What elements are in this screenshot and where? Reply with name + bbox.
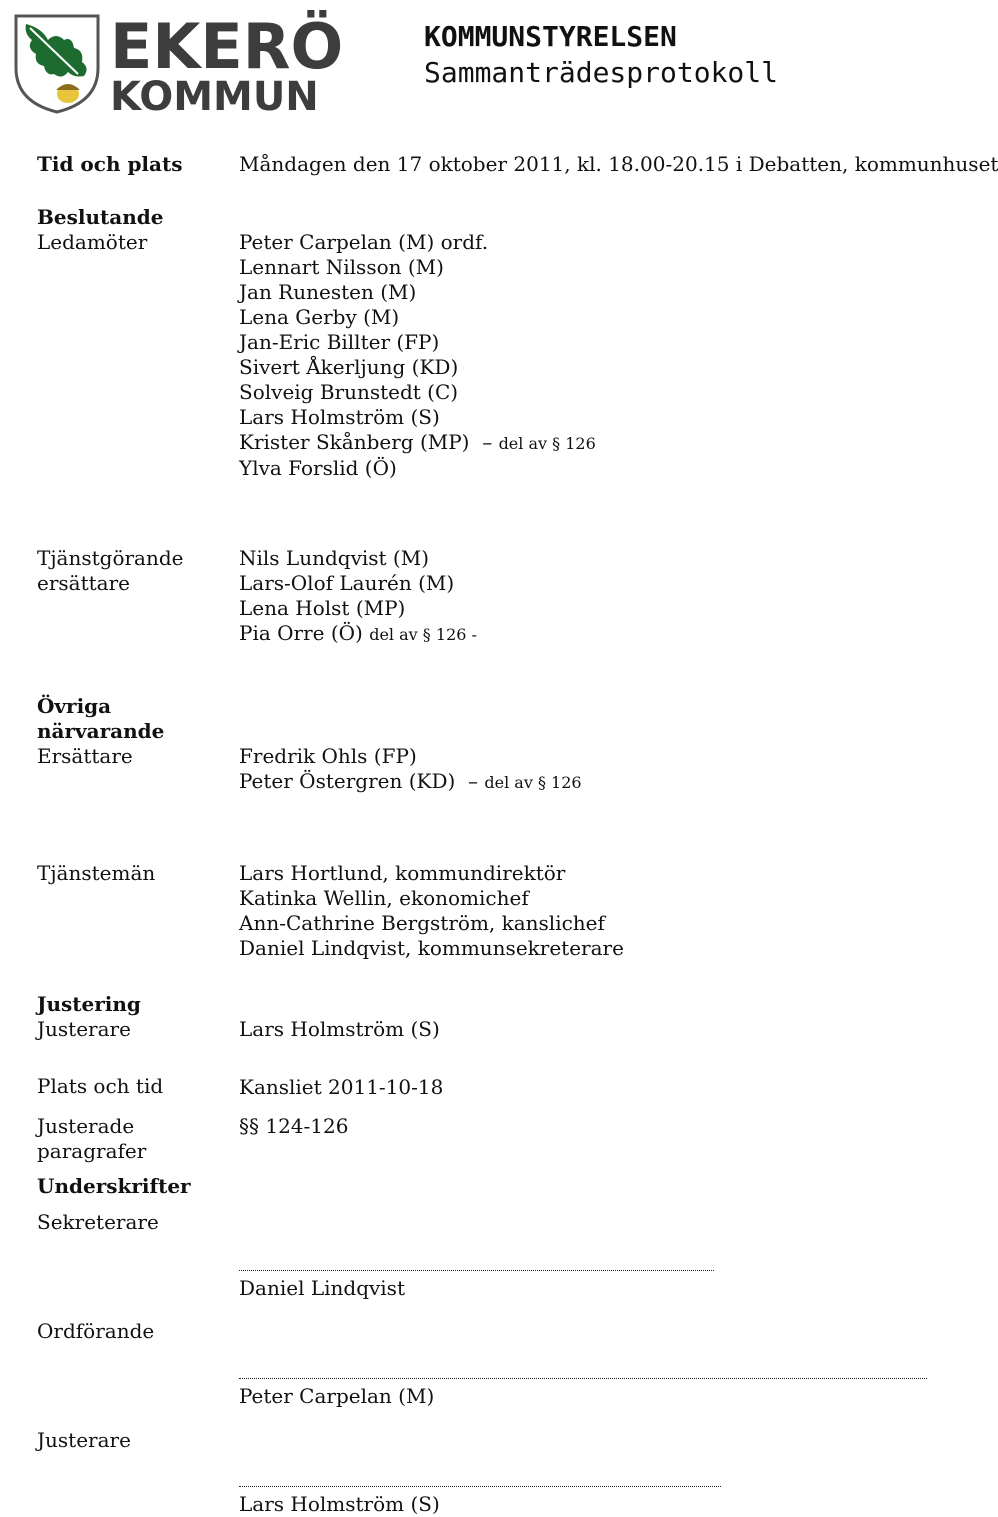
document-title: KOMMUNSTYRELSEN	[424, 20, 677, 53]
adjuster-value: Lars Holmström (S)	[239, 1017, 440, 1041]
others-present-heading	[37, 694, 164, 744]
label-line: Justerade	[37, 1114, 135, 1138]
label-line: paragrafer	[37, 1139, 147, 1163]
place-time-label: Plats och tid	[37, 1074, 164, 1098]
logo-text-bottom: KOMMUN	[110, 74, 319, 120]
list-item	[239, 769, 582, 795]
acting-substitutes-label	[37, 546, 184, 596]
signature-line	[239, 1268, 714, 1271]
adjustment-heading: Justering	[37, 992, 141, 1016]
substitutes-label: Ersättare	[37, 744, 133, 768]
ekero-coat-of-arms-icon	[12, 6, 344, 120]
others-present-list	[239, 744, 582, 795]
officials-list	[239, 861, 624, 961]
list-item: Lars Hortlund, kommundirektör	[239, 861, 566, 885]
member-name: Pia Orre (Ö)	[239, 621, 363, 645]
label-line: ersättare	[37, 571, 130, 595]
signatures-heading: Underskrifter	[37, 1174, 191, 1198]
secretary-name: Daniel Lindqvist	[239, 1276, 405, 1300]
signature-line	[239, 1376, 927, 1379]
list-item	[239, 621, 477, 647]
list-item: Katinka Wellin, ekonomichef	[239, 886, 529, 910]
chair-label: Ordförande	[37, 1319, 155, 1343]
dash-mark: –	[461, 769, 485, 793]
list-item: Fredrik Ohls (FP)	[239, 744, 417, 768]
place-time-value: Kansliet 2011-10-18	[239, 1075, 444, 1099]
time-place-value: Måndagen den 17 oktober 2011, kl. 18.00-20.15 i Debatten, kommunhuset	[239, 152, 998, 176]
members-label: Ledamöter	[37, 230, 148, 254]
list-item: Ylva Forslid (Ö)	[239, 456, 397, 480]
secretary-label: Sekreterare	[37, 1210, 159, 1234]
list-item: Lennart Nilsson (M)	[239, 255, 444, 279]
heading-line: Övriga	[37, 694, 112, 718]
chair-name: Peter Carpelan (M)	[239, 1384, 435, 1408]
adjusted-paragraphs-value: §§ 124-126	[239, 1114, 349, 1138]
list-item: Ann-Cathrine Bergström, kanslichef	[239, 911, 605, 935]
list-item: Lena Gerby (M)	[239, 305, 400, 329]
signature-line	[239, 1484, 721, 1487]
list-item: Lars-Olof Laurén (M)	[239, 571, 455, 595]
list-item: Lars Holmström (S)	[239, 405, 440, 429]
adjuster-label: Justerare	[37, 1017, 131, 1041]
adjuster-signature-label: Justerare	[37, 1428, 131, 1452]
time-place-label: Tid och plats	[37, 152, 183, 176]
list-item: Jan Runesten (M)	[239, 280, 417, 304]
logo-text-top: EKERÖ	[110, 10, 344, 83]
member-name: Peter Östergren (KD)	[239, 769, 456, 793]
list-item: Peter Carpelan (M) ordf.	[239, 230, 489, 254]
list-item: Daniel Lindqvist, kommunsekreterare	[239, 936, 624, 960]
list-item: Lena Holst (MP)	[239, 596, 406, 620]
list-item: Sivert Åkerljung (KD)	[239, 355, 459, 379]
dash-mark: –	[475, 430, 499, 454]
list-item: Jan-Eric Billter (FP)	[239, 330, 440, 354]
adjusted-paragraphs-label	[37, 1114, 146, 1164]
partial-attendance-note: del av § 126 -	[369, 625, 477, 644]
municipality-logo	[12, 6, 344, 120]
partial-attendance-note: del av § 126	[484, 773, 582, 792]
list-item	[239, 430, 596, 456]
list-item: Nils Lundqvist (M)	[239, 546, 429, 570]
decision-makers-heading: Beslutande	[37, 205, 164, 229]
heading-line: närvarande	[37, 719, 165, 743]
document-subtitle: Sammanträdesprotokoll	[424, 56, 779, 89]
partial-attendance-note: del av § 126	[498, 434, 596, 453]
substitute-list	[239, 546, 477, 647]
adjuster-signature-name: Lars Holmström (S)	[239, 1492, 440, 1516]
member-list	[239, 230, 596, 481]
officials-label: Tjänstemän	[37, 861, 156, 885]
member-name: Krister Skånberg (MP)	[239, 430, 470, 454]
list-item: Solveig Brunstedt (C)	[239, 380, 459, 404]
label-line: Tjänstgörande	[37, 546, 184, 570]
